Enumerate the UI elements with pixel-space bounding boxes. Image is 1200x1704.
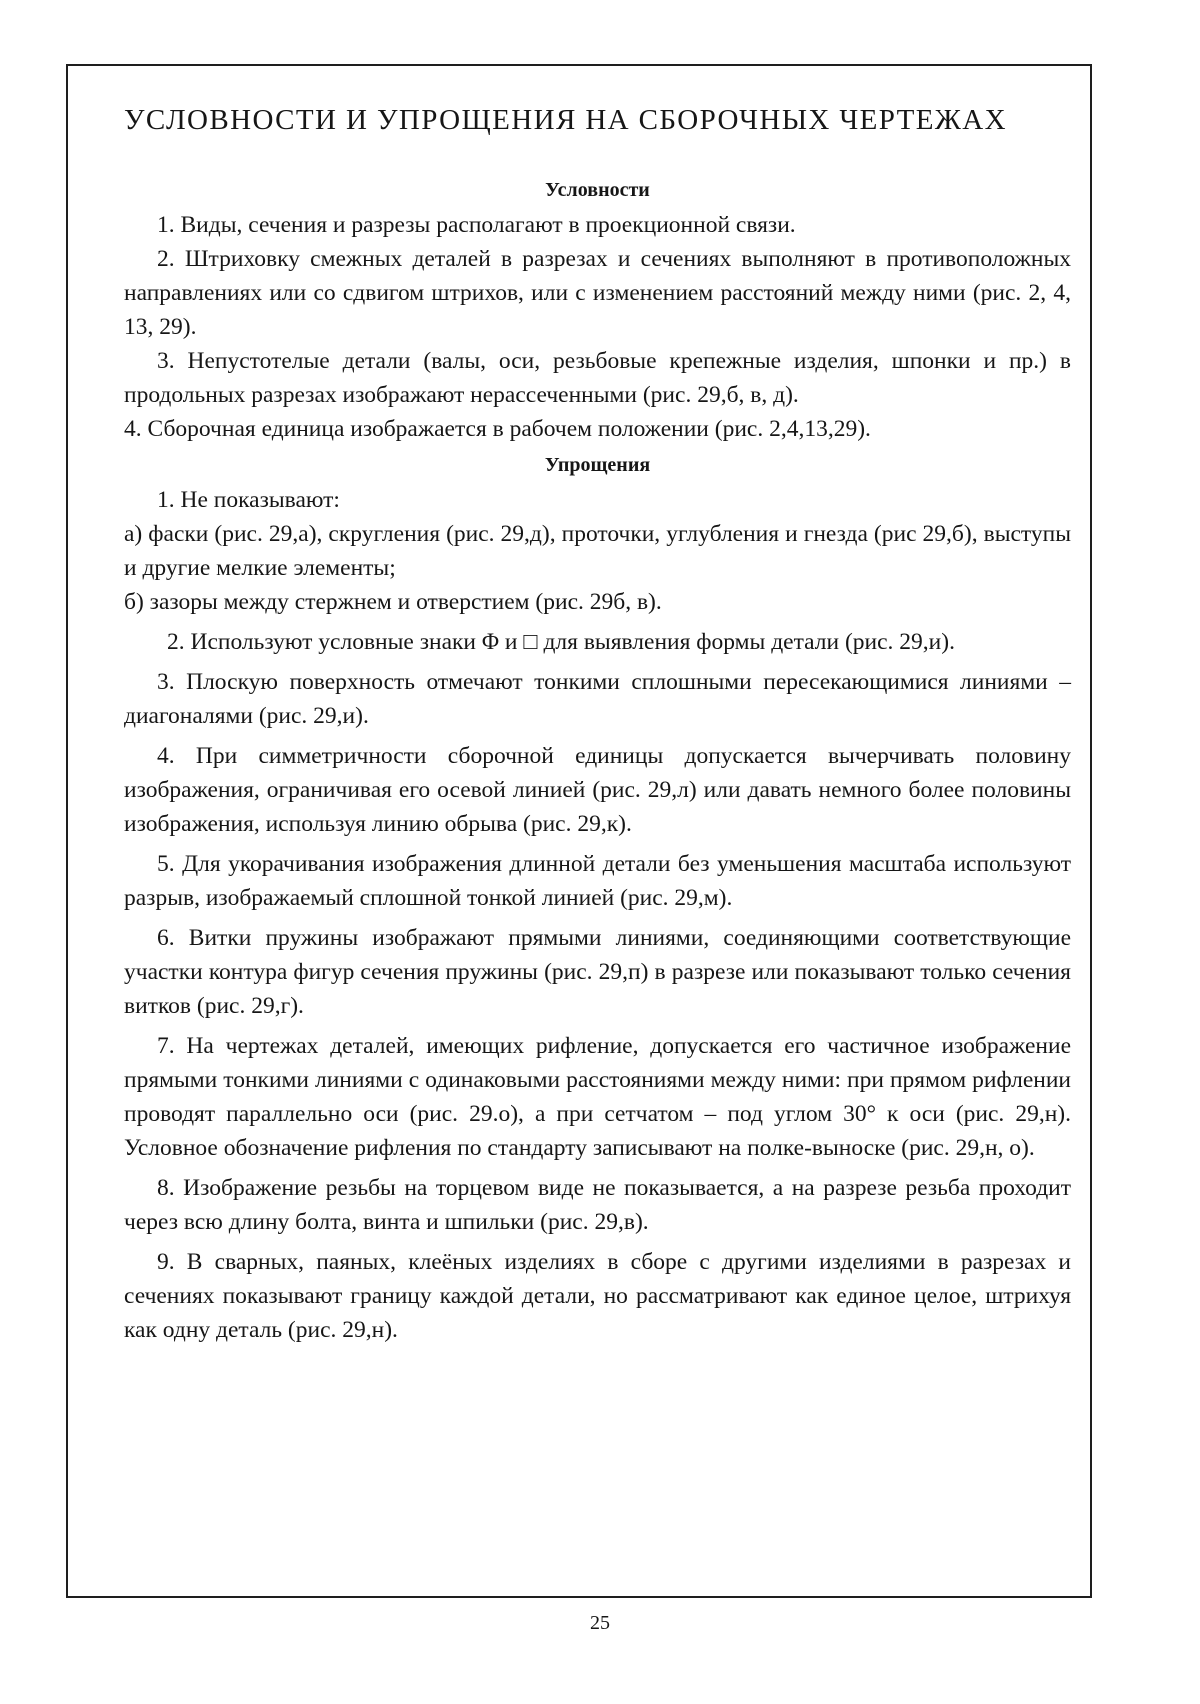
- simplification-item-3: 3. Плоскую поверхность отмечают тонкими сплошными пересекающимися линиями – диагоналями (рис. 29,и).: [124, 669, 1071, 729]
- convention-item-2: 2. Штриховку смежных деталей в разрезах и сечениях выполняют в противоположных направлениях или со сдвигом штрихов, или с изменением расстояний между ними (рис. 2, 4, 13, 29).: [124, 246, 1071, 340]
- conventions-heading: Условности: [545, 179, 650, 201]
- page-title: УСЛОВНОСТИ И УПРОЩЕНИЯ НА СБОРОЧНЫХ ЧЕРТЕЖАХ: [124, 104, 1007, 136]
- convention-item-3: 3. Непустотелые детали (валы, оси, резьбовые крепежные изделия, шпонки и пр.) в продольных разрезах изображают нерассеченными (рис. 29,б, в, д).: [124, 348, 1071, 408]
- page-frame: [66, 64, 1092, 1598]
- simplification-item-4: 4. При симметричности сборочной единицы допускается вычерчивать половину изображения, ограничивая его осевой линией (рис. 29,л) или давать немного более половины изображения, используя линию обрыва (рис. 29,к).: [124, 743, 1071, 837]
- simplifications-heading: Упрощения: [544, 454, 651, 476]
- simplification-item-5: 5. Для укорачивания изображения длинной детали без уменьшения масштаба используют разрыв, изображаемый сплошной тонкой линией (рис. 29,м).: [124, 851, 1071, 911]
- page-content: [124, 104, 1071, 1347]
- simplification-item-7: 7. На чертежах деталей, имеющих рифление, допускается его частичное изображение прямыми тонкими линиями с одинаковыми расстояниями между ними: при прямом рифлении проводят параллельно оси (рис. 29.о), а при сетчатом – под углом 30° к оси (рис. 29,н). Условное обозначение рифления по стандарту записывают на полке-выноске (рис. 29,н, о).: [124, 1033, 1071, 1161]
- simplification-item-8: 8. Изображение резьбы на торцевом виде не показывается, а на разрезе резьба проходит через всю длину болта, винта и шпильки (рис. 29,в).: [124, 1175, 1071, 1235]
- simplification-item-1a: а) фаски (рис. 29,а), скругления (рис. 29,д), проточки, углубления и гнезда (рис 29,б), выступы и другие мелкие элементы;: [124, 521, 1071, 581]
- convention-item-1: 1. Виды, сечения и разрезы располагают в проекционной связи.: [157, 212, 796, 238]
- simplification-item-2: 2. Используют условные знаки Φ и □ для выявления формы детали (рис. 29,и).: [167, 629, 955, 655]
- simplification-item-1b: б) зазоры между стержнем и отверстием (рис. 29б, в).: [124, 589, 662, 615]
- convention-item-4: 4. Сборочная единица изображается в рабочем положении (рис. 2,4,13,29).: [124, 416, 871, 442]
- page-number: 25: [590, 1612, 610, 1634]
- simplification-item-1: 1. Не показывают:: [157, 487, 340, 513]
- simplification-item-6: 6. Витки пружины изображают прямыми линиями, соединяющими соответствующие участки контура фигур сечения пружины (рис. 29,п) в разрезе или показывают только сечения витков (рис. 29,г).: [124, 925, 1071, 1019]
- simplification-item-9: 9. В сварных, паяных, клеёных изделиях в сборе с другими изделиями в разрезах и сечениях показывают границу каждой детали, но рассматривают как единое целое, штрихуя как одну деталь (рис. 29,н).: [124, 1249, 1071, 1343]
